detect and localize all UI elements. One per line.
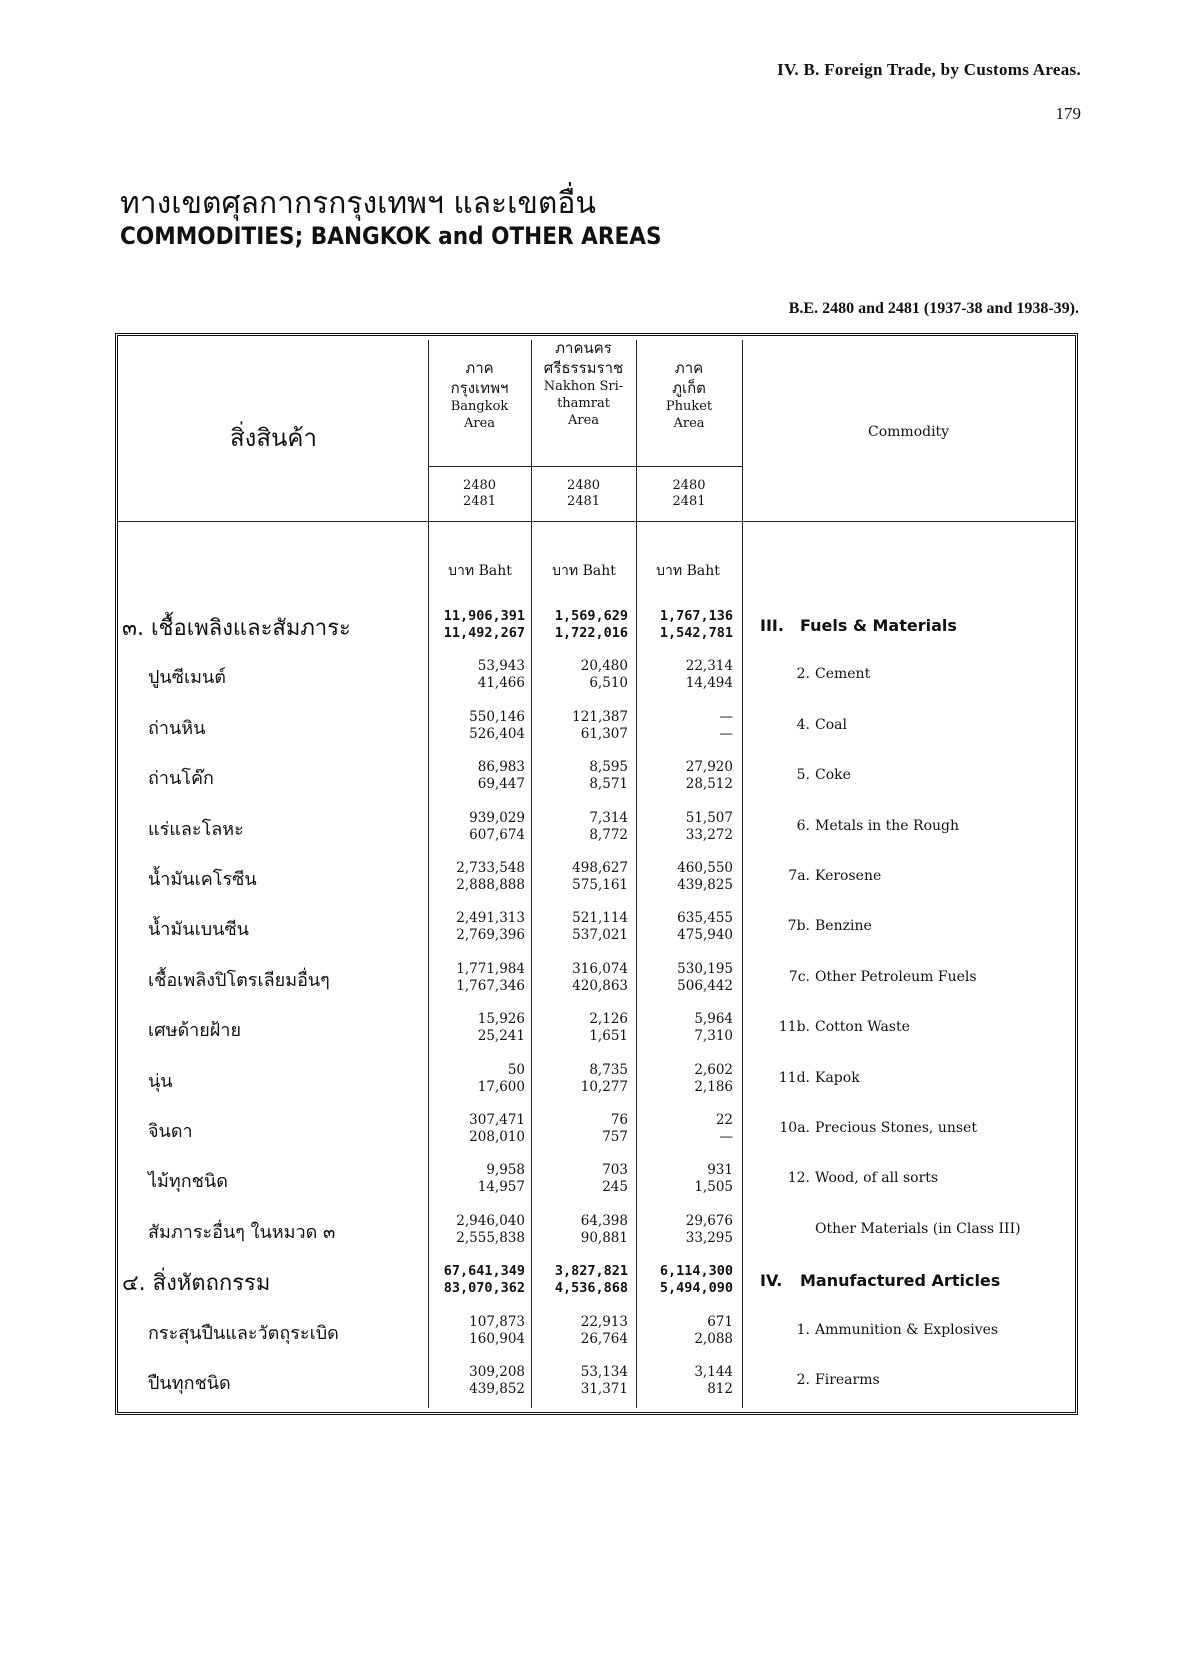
value-bkk-2481: 69,447 <box>477 776 525 793</box>
row-code: IV. <box>760 1271 783 1291</box>
row-commodity-english: Precious Stones, unset <box>815 1120 977 1136</box>
value-nak-2481: 8,571 <box>589 776 628 793</box>
row-commodity-english: Cotton Waste <box>815 1019 910 1036</box>
value-nak-2481: 31,371 <box>580 1381 628 1397</box>
value-phu-2480: — <box>719 708 733 725</box>
value-bkk-2480: 53,943 <box>477 658 525 675</box>
value-nak-2481: 757 <box>602 1129 628 1145</box>
header-years-phuket: 2480 2481 <box>672 478 706 509</box>
table-row <box>0 1310 1181 1356</box>
value-phu-2480: 29,676 <box>685 1212 733 1229</box>
row-thai-name: ๓. เชื้อเพลิงและสัมภาระ <box>122 616 351 641</box>
value-phu <box>638 860 733 894</box>
value-phu <box>638 608 733 642</box>
value-nak <box>533 1213 628 1247</box>
value-bkk-2481: 2,769,396 <box>456 927 525 944</box>
value-nak-2481: 1,722,016 <box>554 625 628 641</box>
value-nak-2481: 8,772 <box>589 826 628 843</box>
value-phu-2480: 931 <box>707 1162 733 1179</box>
row-code: 4. <box>796 716 810 733</box>
value-nak-2481: 61,307 <box>580 725 628 742</box>
running-head: IV. B. Foreign Trade, by Customs Areas. <box>777 60 1081 79</box>
value-phu-2480: 671 <box>707 1313 733 1330</box>
value-bkk-2481: 17,600 <box>477 1078 525 1095</box>
value-phu-2480: 5,964 <box>694 1011 733 1028</box>
value-nak-2480: 703 <box>602 1162 628 1179</box>
value-phu-2480: 2,602 <box>694 1061 733 1078</box>
row-commodity-english: Cement <box>815 666 871 683</box>
value-nak-2480: 53,134 <box>580 1364 628 1380</box>
value-phu-2481: 5,494,090 <box>659 1280 733 1297</box>
value-bkk-2481: 607,674 <box>469 826 525 843</box>
period-label: B.E. 2480 and 2481 (1937-38 and 1938-39). <box>788 300 1079 317</box>
value-phu-2480: 3,144 <box>694 1364 733 1380</box>
row-code: 2. <box>796 1372 810 1388</box>
row-commodity-english: Ammunition & Explosives <box>815 1321 999 1338</box>
value-phu <box>638 910 733 944</box>
value-nak-2481: 537,021 <box>572 927 628 944</box>
row-code: 11d. <box>778 1069 810 1086</box>
value-nak-2480: 121,387 <box>572 708 628 725</box>
value-bkk <box>430 1162 525 1196</box>
value-phu-2481: 7,310 <box>694 1028 733 1045</box>
row-thai-name: กระสุนปืนและวัตถุระเบิด <box>148 1322 339 1344</box>
value-nak-2480: 3,827,821 <box>554 1263 628 1280</box>
value-nak-2481: 1,651 <box>589 1028 628 1045</box>
value-nak-2481: 90,881 <box>580 1229 628 1246</box>
row-code: III. <box>760 616 784 635</box>
row-code: 1. <box>796 1321 810 1338</box>
table-row <box>0 1360 1181 1406</box>
value-nak <box>533 1263 628 1297</box>
value-phu-2480: 27,920 <box>685 759 733 776</box>
value-phu <box>638 1314 733 1348</box>
value-bkk <box>430 1364 525 1398</box>
table-row <box>0 1108 1181 1154</box>
table-row <box>0 654 1181 700</box>
value-bkk-2480: 550,146 <box>469 708 525 725</box>
table-row <box>0 1007 1181 1053</box>
row-thai-name: ปูนซีเมนต์ <box>148 667 226 689</box>
value-bkk-2481: 208,010 <box>469 1129 525 1145</box>
table-row <box>0 806 1181 852</box>
value-phu <box>638 709 733 743</box>
value-bkk-2481: 25,241 <box>477 1028 525 1045</box>
row-commodity-english: Kapok <box>815 1069 860 1086</box>
row-thai-name: ปืนทุกชนิด <box>148 1373 231 1394</box>
row-code: 12. <box>787 1170 810 1187</box>
value-nak-2480: 2,126 <box>589 1011 628 1028</box>
value-phu-2480: 51,507 <box>685 809 733 826</box>
value-nak-2480: 7,314 <box>589 809 628 826</box>
value-phu <box>638 1162 733 1196</box>
row-commodity-english: Firearms <box>815 1372 880 1388</box>
class-row <box>0 604 1181 650</box>
value-nak-2480: 8,735 <box>589 1061 628 1078</box>
value-nak <box>533 759 628 793</box>
row-thai-name: จินดา <box>148 1121 193 1142</box>
value-phu-2481: 439,825 <box>677 877 733 893</box>
header-phuket: ภาค ภูเก็ต Phuket Area <box>665 359 713 431</box>
value-bkk-2481: 11,492,267 <box>443 625 525 641</box>
value-nak-2480: 20,480 <box>580 658 628 675</box>
value-bkk-2480: 9,958 <box>486 1162 525 1179</box>
value-nak <box>533 910 628 944</box>
table-row <box>0 856 1181 902</box>
value-bkk-2480: 2,491,313 <box>456 910 525 927</box>
value-bkk <box>430 1112 525 1146</box>
value-bkk <box>430 608 525 642</box>
row-commodity-english: Coal <box>815 716 847 733</box>
value-phu-2481: 33,272 <box>685 826 733 843</box>
value-nak <box>533 608 628 642</box>
value-nak-2481: 245 <box>602 1179 628 1196</box>
table-row <box>0 1158 1181 1204</box>
value-bkk-2480: 50 <box>507 1061 525 1078</box>
value-nak <box>533 810 628 844</box>
value-bkk-2480: 307,471 <box>469 1112 525 1128</box>
value-bkk <box>430 1263 525 1297</box>
header-years-bangkok: 2480 2481 <box>462 478 497 509</box>
value-nak <box>533 1364 628 1398</box>
table-row <box>0 957 1181 1003</box>
value-nak <box>533 658 628 692</box>
value-phu-2481: 1,542,781 <box>659 625 733 641</box>
value-nak-2480: 521,114 <box>572 910 628 927</box>
value-bkk-2481: 439,852 <box>469 1381 525 1397</box>
value-bkk <box>430 1062 525 1096</box>
value-nak <box>533 860 628 894</box>
header-goods-thai: สิ่งสินค้า <box>230 424 317 452</box>
value-phu <box>638 1213 733 1247</box>
row-thai-name: เชื้อเพลิงปิโตรเลียมอื่นๆ <box>148 969 330 991</box>
value-phu-2480: 6,114,300 <box>659 1263 733 1280</box>
value-nak <box>533 1011 628 1045</box>
row-thai-name: ถ่านหิน <box>148 717 206 739</box>
value-bkk <box>430 860 525 894</box>
row-thai-name: นุ่น <box>148 1070 173 1092</box>
value-bkk-2481: 14,957 <box>477 1179 525 1196</box>
value-nak <box>533 961 628 995</box>
header-commodity: Commodity <box>868 424 950 440</box>
header-bangkok: ภาค กรุงเทพฯ Bangkok Area <box>450 359 509 431</box>
row-commodity-english: Kerosene <box>815 868 882 884</box>
class-row <box>0 1259 1181 1305</box>
value-bkk-2481: 160,904 <box>469 1330 525 1347</box>
value-bkk-2480: 67,641,349 <box>443 1263 525 1280</box>
value-nak-2480: 64,398 <box>580 1212 628 1229</box>
value-phu-2481: 1,505 <box>694 1179 733 1196</box>
row-commodity-english: Other Materials (in Class III) <box>815 1220 1021 1237</box>
value-bkk <box>430 1011 525 1045</box>
page-number: 179 <box>1055 104 1081 123</box>
row-commodity-english: Fuels & Materials <box>800 616 957 635</box>
value-bkk-2480: 15,926 <box>477 1011 525 1028</box>
value-nak-2481: 26,764 <box>580 1330 628 1347</box>
value-phu-2480: 460,550 <box>677 860 733 876</box>
row-commodity-english: Manufactured Articles <box>800 1271 1001 1291</box>
value-bkk <box>430 810 525 844</box>
row-commodity-english: Benzine <box>815 918 872 935</box>
value-bkk <box>430 1314 525 1348</box>
row-code: 5. <box>796 767 810 784</box>
value-phu-2481: 33,295 <box>685 1229 733 1246</box>
value-nak-2481: 420,863 <box>572 977 628 994</box>
header-nakhon: ภาคนคร ศรีธรรมราช Nakhon Sri- thamrat Area <box>543 339 624 428</box>
value-bkk-2481: 41,466 <box>477 675 525 692</box>
unit-nakhon: บาท Baht <box>552 563 616 579</box>
value-phu <box>638 1011 733 1045</box>
table-row <box>0 906 1181 952</box>
unit-bangkok: บาท Baht <box>448 563 512 579</box>
value-phu-2481: 28,512 <box>685 776 733 793</box>
value-phu-2481: 506,442 <box>677 977 733 994</box>
value-phu-2481: 475,940 <box>677 927 733 944</box>
row-code: 2. <box>796 666 810 683</box>
value-phu <box>638 1112 733 1146</box>
row-code: 7a. <box>788 868 810 884</box>
row-code: 7b. <box>787 918 810 935</box>
value-bkk <box>430 759 525 793</box>
value-phu-2481: 2,088 <box>694 1330 733 1347</box>
value-bkk-2481: 83,070,362 <box>443 1280 525 1297</box>
value-phu-2480: 1,767,136 <box>659 608 733 624</box>
value-bkk-2480: 309,208 <box>469 1364 525 1380</box>
value-nak-2481: 6,510 <box>589 675 628 692</box>
value-phu-2480: 530,195 <box>677 960 733 977</box>
value-nak-2480: 498,627 <box>572 860 628 876</box>
table-row <box>0 1209 1181 1255</box>
value-bkk-2480: 11,906,391 <box>443 608 525 624</box>
value-phu <box>638 1263 733 1297</box>
value-bkk <box>430 910 525 944</box>
row-code: 7c. <box>788 968 810 985</box>
table-row <box>0 1058 1181 1104</box>
row-thai-name: แร่และโลหะ <box>148 818 244 840</box>
value-phu-2480: 22,314 <box>685 658 733 675</box>
value-nak <box>533 709 628 743</box>
value-bkk <box>430 961 525 995</box>
row-thai-name: ๔. สิ่งหัตถกรรม <box>122 1271 271 1297</box>
value-bkk-2480: 2,733,548 <box>456 860 525 876</box>
value-nak <box>533 1314 628 1348</box>
table-row <box>0 705 1181 751</box>
value-phu <box>638 1062 733 1096</box>
value-nak-2481: 4,536,868 <box>554 1280 628 1297</box>
value-bkk-2480: 939,029 <box>469 809 525 826</box>
value-nak <box>533 1112 628 1146</box>
row-commodity-english: Wood, of all sorts <box>815 1170 939 1187</box>
value-bkk-2481: 526,404 <box>469 725 525 742</box>
row-thai-name: น้ำมันเคโรซีน <box>148 869 257 890</box>
value-phu-2481: — <box>719 1129 733 1145</box>
value-bkk-2480: 107,873 <box>469 1313 525 1330</box>
row-code: 11b. <box>778 1019 810 1036</box>
value-phu <box>638 658 733 692</box>
value-phu-2481: 14,494 <box>685 675 733 692</box>
value-nak-2481: 575,161 <box>572 877 628 893</box>
value-phu-2481: 812 <box>707 1381 733 1397</box>
value-nak-2481: 10,277 <box>580 1078 628 1095</box>
row-thai-name: เศษด้ายฝ้าย <box>148 1020 241 1042</box>
title-english: COMMODITIES; BANGKOK and OTHER AREAS <box>120 222 662 250</box>
value-bkk-2481: 2,888,888 <box>456 877 525 893</box>
value-phu <box>638 961 733 995</box>
value-bkk-2480: 1,771,984 <box>456 960 525 977</box>
table-row <box>0 755 1181 801</box>
value-bkk <box>430 1213 525 1247</box>
value-nak <box>533 1062 628 1096</box>
value-phu-2481: 2,186 <box>694 1078 733 1095</box>
value-phu <box>638 810 733 844</box>
row-commodity-english: Coke <box>815 767 851 784</box>
row-commodity-english: Metals in the Rough <box>815 817 959 834</box>
value-bkk-2480: 86,983 <box>477 759 525 776</box>
value-phu-2481: — <box>719 725 733 742</box>
unit-phuket: บาท Baht <box>656 563 720 579</box>
value-bkk-2481: 1,767,346 <box>456 977 525 994</box>
row-code: 6. <box>796 817 810 834</box>
value-nak-2480: 76 <box>610 1112 628 1128</box>
title-thai: ทางเขตศุลกากรกรุงเทพฯ และเขตอื่น <box>120 186 596 221</box>
value-phu-2480: 635,455 <box>677 910 733 927</box>
value-nak-2480: 1,569,629 <box>554 608 628 624</box>
value-phu <box>638 1364 733 1398</box>
value-nak-2480: 8,595 <box>589 759 628 776</box>
value-bkk-2481: 2,555,838 <box>456 1229 525 1246</box>
header-years-nakhon: 2480 2481 <box>566 478 601 509</box>
value-bkk <box>430 709 525 743</box>
row-thai-name: สัมภาระอื่นๆ ในหมวด ๓ <box>148 1221 336 1243</box>
value-bkk <box>430 658 525 692</box>
value-bkk-2480: 2,946,040 <box>456 1212 525 1229</box>
value-phu <box>638 759 733 793</box>
row-thai-name: ถ่านโค๊ก <box>148 768 214 790</box>
row-thai-name: ไม้ทุกชนิด <box>148 1171 228 1193</box>
row-thai-name: น้ำมันเบนซีน <box>148 919 249 941</box>
value-nak-2480: 316,074 <box>572 960 628 977</box>
value-nak-2480: 22,913 <box>580 1313 628 1330</box>
row-code: 10a. <box>779 1120 810 1136</box>
value-phu-2480: 22 <box>715 1112 733 1128</box>
row-commodity-english: Other Petroleum Fuels <box>815 968 977 985</box>
value-nak <box>533 1162 628 1196</box>
